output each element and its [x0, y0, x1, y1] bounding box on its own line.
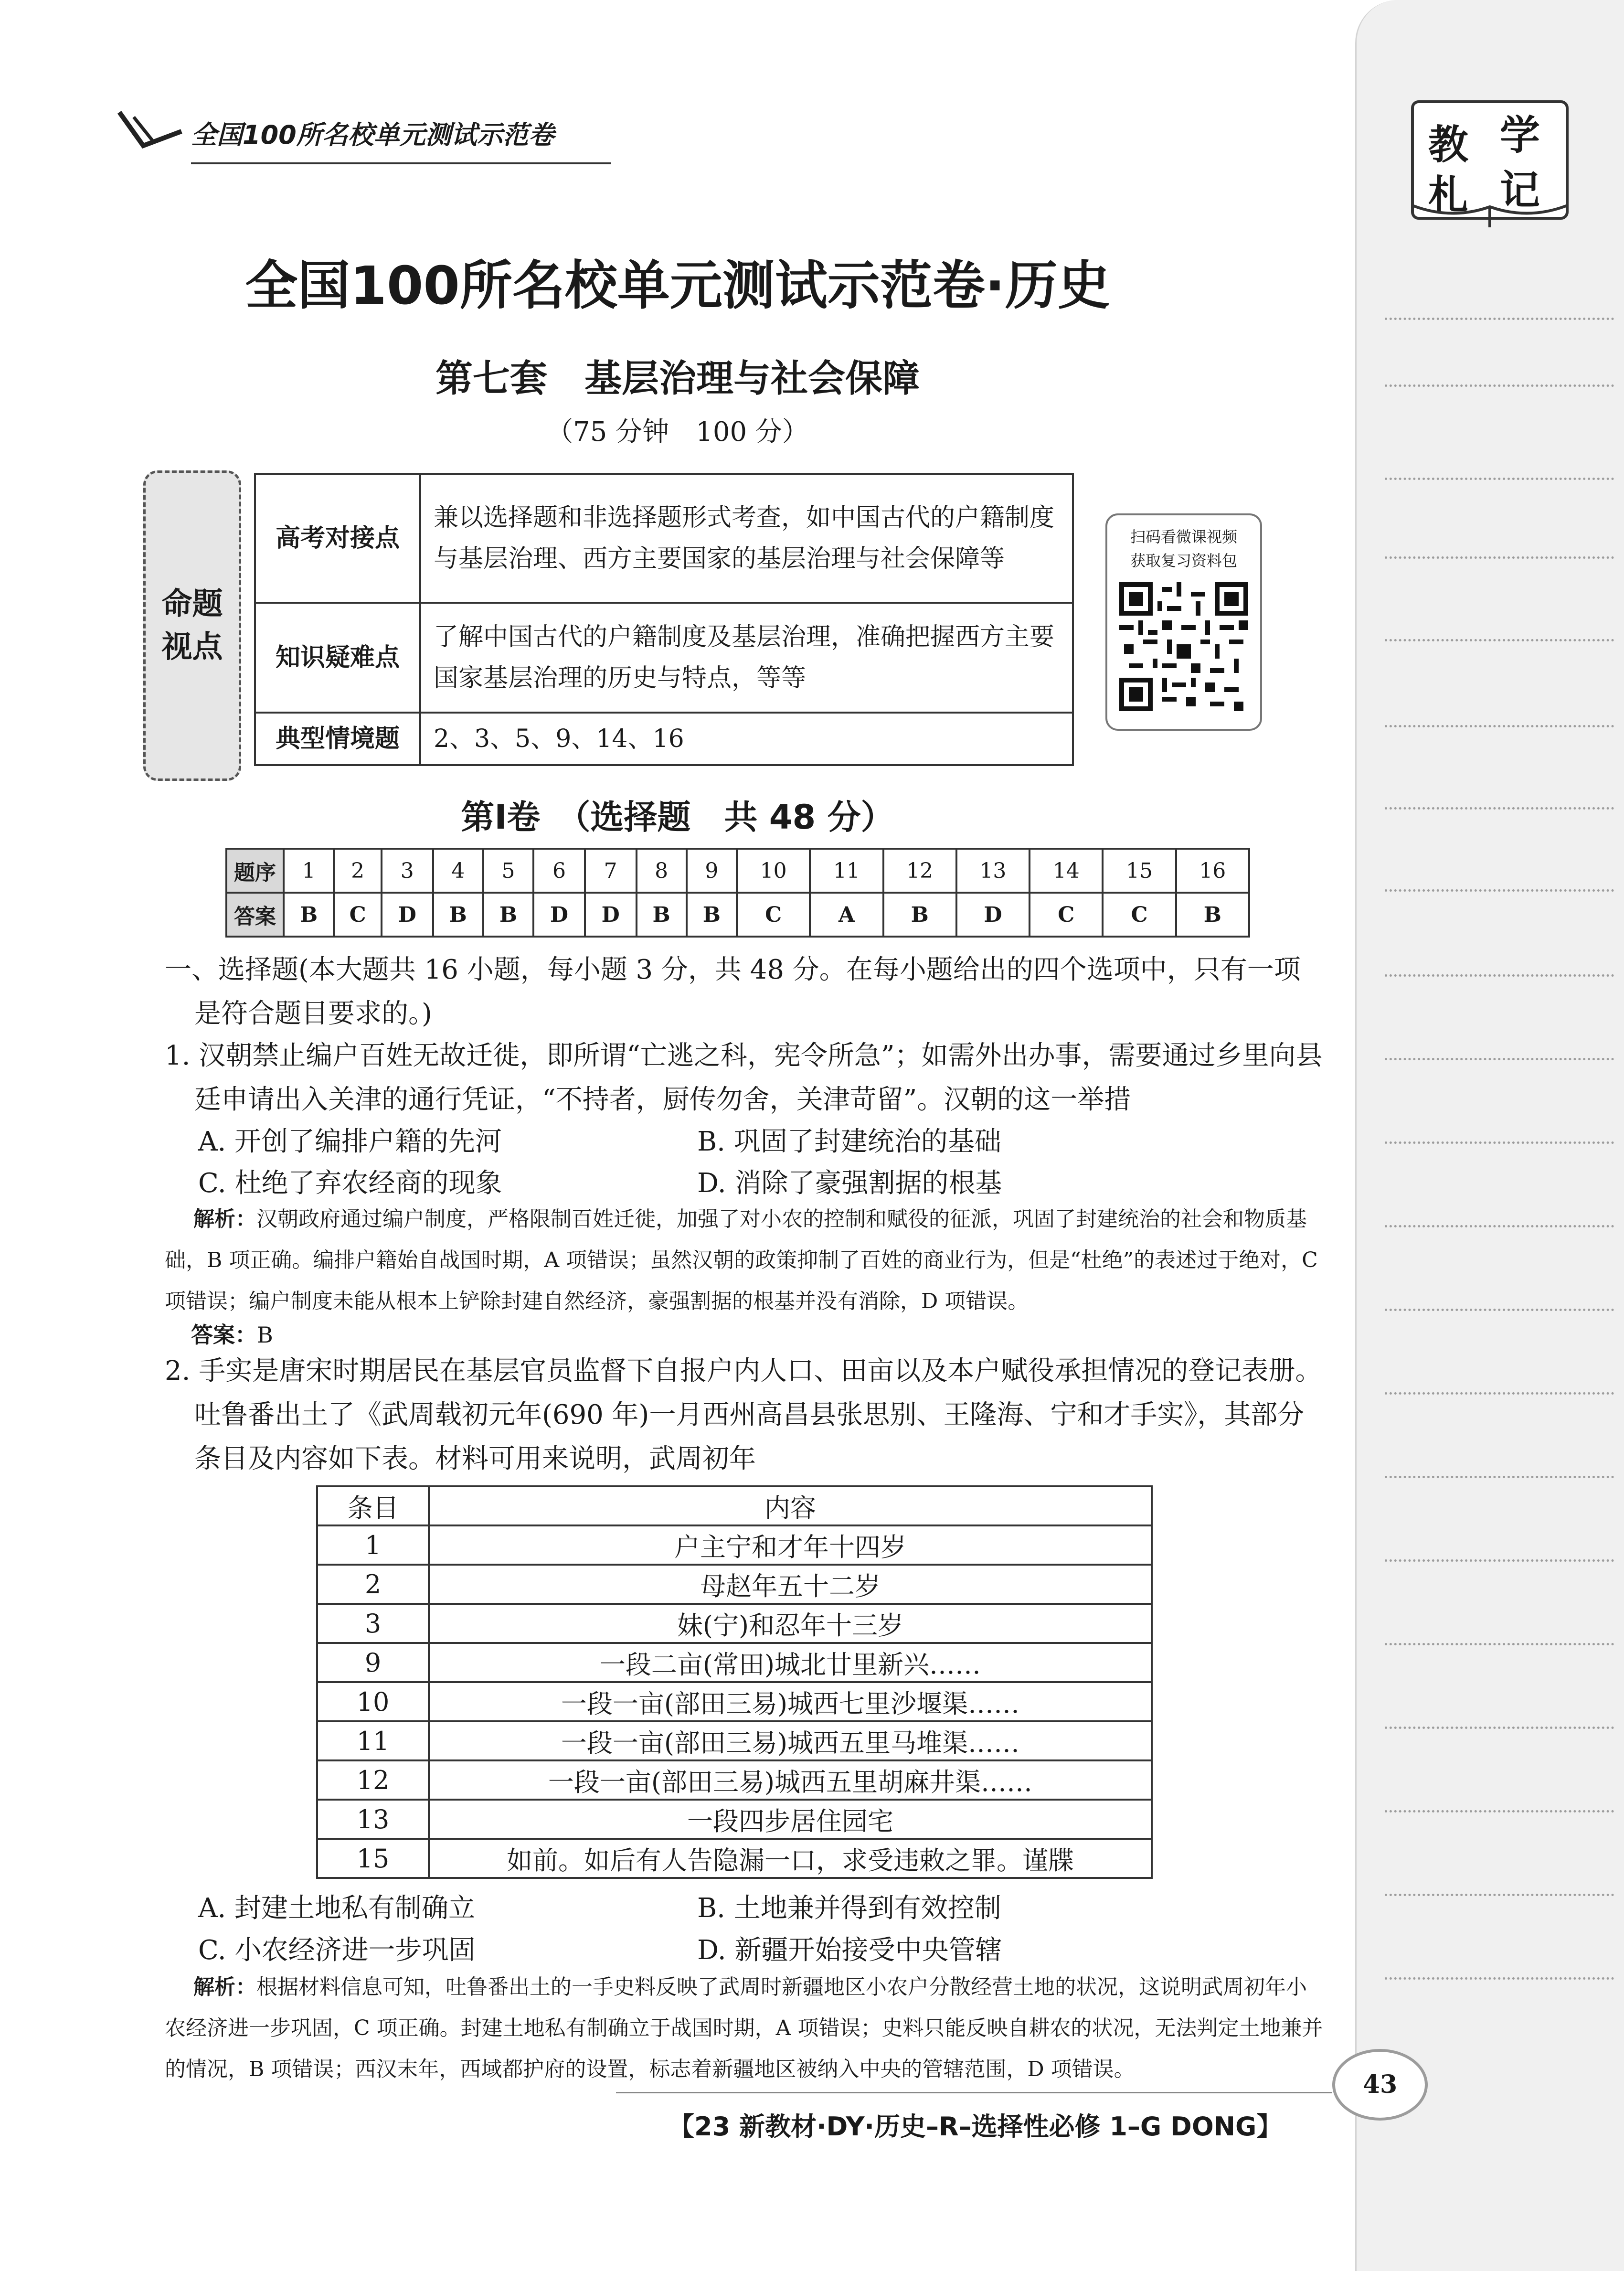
question-stem: 2. 手实是唐宋时期居民在基层官员监督下自报户内人口、田亩以及本户赋役承担情况的登记表册。吐鲁番出土了《武周载初元年(690 年)一月西州高昌县张思别、王隆海、宁和才手实》，其部分条目及内容如下表。材料可用来说明，武周初年	[165, 1355, 1322, 1474]
answer-letter: A	[810, 893, 883, 937]
section-title: 第Ⅰ卷 （选择题 共 48 分）	[461, 798, 894, 837]
notes-title-box	[1411, 100, 1569, 220]
notes-rule	[1385, 889, 1614, 892]
question-1	[165, 1034, 1325, 1122]
answer-letter: B	[1176, 893, 1249, 937]
table-cell: 12	[317, 1760, 429, 1800]
viewpoint-badge-line: 命题	[161, 586, 223, 622]
answer-letter: B	[433, 893, 483, 937]
set-title: 第七套 基层治理与社会保障	[435, 357, 920, 400]
answer-letter: D	[585, 893, 637, 937]
answer-grid-number-row	[226, 849, 1249, 893]
answer-letter: C	[737, 893, 810, 937]
notes-rule	[1385, 384, 1614, 387]
answer-letter: B	[483, 893, 533, 937]
question-number: 1	[284, 849, 334, 893]
table-cell: 一段一亩(部田三易)城西七里沙堰渠……	[429, 1682, 1152, 1721]
page-number: 43	[1332, 2049, 1428, 2121]
answer-grid-label: 答案	[226, 893, 284, 937]
qr-code-icon[interactable]	[1119, 582, 1248, 711]
table-header-row	[317, 1486, 1152, 1525]
option-d[interactable]: D. 新疆开始接受中央管辖	[697, 1935, 1002, 1966]
qr-caption	[1107, 525, 1260, 573]
table-row	[317, 1643, 1152, 1682]
instructions	[165, 948, 1325, 1036]
answer-letter: B	[883, 893, 956, 937]
notes-rule	[1385, 556, 1614, 559]
notes-rule	[1385, 1810, 1614, 1813]
table-row	[317, 1800, 1152, 1839]
page-title: 全国100所名校单元测试示范卷·历史	[245, 255, 1110, 316]
question-2	[165, 1349, 1325, 1481]
notes-rule	[1385, 639, 1614, 641]
option-c[interactable]: C. 小农经济进一步巩固	[198, 1935, 476, 1966]
answer-value: B	[257, 1322, 273, 1348]
table-cell: 1	[317, 1525, 429, 1565]
analysis-1	[165, 1199, 1325, 1322]
answer-grid	[225, 848, 1250, 938]
answer-grid-label: 题序	[226, 849, 284, 893]
notes-rule	[1385, 1977, 1614, 1980]
analysis-2	[165, 1967, 1325, 2090]
answer-letter: D	[533, 893, 585, 937]
table-row	[317, 1760, 1152, 1800]
notes-title-char: 札	[1428, 171, 1469, 218]
analysis-label: 解析：	[193, 1975, 256, 1999]
notes-rule	[1385, 1058, 1614, 1060]
option-a[interactable]: A. 封建土地私有制确立	[198, 1893, 476, 1924]
table-row	[317, 1604, 1152, 1643]
question-number: 15	[1103, 849, 1176, 893]
viewpoint-key: 典型情境题	[255, 713, 420, 765]
notes-rule	[1385, 725, 1614, 727]
table-cell: 2	[317, 1565, 429, 1604]
table-cell: 15	[317, 1839, 429, 1878]
notes-rule	[1385, 1225, 1614, 1227]
table-cell: 一段四步居住园宅	[429, 1800, 1152, 1839]
option-c[interactable]: C. 杜绝了弃农经商的现象	[198, 1168, 502, 1199]
answer-letter: C	[334, 893, 382, 937]
option-d[interactable]: D. 消除了豪强割据的根基	[697, 1168, 1002, 1199]
answer-letter: B	[637, 893, 687, 937]
table-cell: 11	[317, 1721, 429, 1760]
table-cell: 妹(宁)和忍年十三岁	[429, 1604, 1152, 1643]
notes-rule	[1385, 974, 1614, 977]
analysis-text: 汉朝政府通过编户制度，严格限制百姓迁徙，加强了对小农的控制和赋役的征派，巩固了封建统治的社会和物质基础，B 项正确。编排户籍始自战国时期，A 项错误；虽然汉朝的政策抑制了百姓的商业行为，但是“杜绝”的表述过于绝对，C 项错误；编户制度未能从根本上铲除封建自然经济，豪强割据的根基并没有消除，D 项错误。	[165, 1207, 1318, 1313]
footer-code: 【23 新教材·DY·历史–R–选择性必修 1–G DONG】	[669, 2111, 1283, 2142]
viewpoint-value: 2、3、5、9、14、16	[420, 713, 1073, 765]
notes-title-char: 记	[1500, 167, 1540, 213]
viewpoint-row	[255, 713, 1073, 765]
answer-grid-answer-row	[226, 893, 1249, 937]
table-cell: 10	[317, 1682, 429, 1721]
table-cell: 一段一亩(部田三易)城西五里胡麻井渠……	[429, 1760, 1152, 1800]
answer-letter: B	[284, 893, 334, 937]
table-row	[317, 1682, 1152, 1721]
answer-label: 答案：	[191, 1322, 257, 1348]
notes-title-char: 学	[1500, 112, 1540, 159]
notes-rule	[1385, 1141, 1614, 1144]
qr-caption-line: 扫码看微课视频	[1130, 528, 1237, 546]
viewpoint-table	[254, 473, 1074, 766]
table-row	[317, 1839, 1152, 1878]
question-number: 3	[382, 849, 433, 893]
option-b[interactable]: B. 土地兼并得到有效控制	[697, 1893, 1001, 1924]
table-cell: 13	[317, 1800, 429, 1839]
viewpoint-badge	[143, 470, 241, 781]
viewpoint-value: 兼以选择题和非选择题形式考查，如中国古代的户籍制度与基层治理、西方主要国家的基层治理与社会保障等	[420, 474, 1073, 603]
brand-name: 全国100所名校单元测试示范卷	[191, 120, 554, 150]
notes-rule	[1385, 807, 1614, 810]
question-number: 11	[810, 849, 883, 893]
table-row	[317, 1525, 1152, 1565]
table-header-cell: 条目	[317, 1486, 429, 1525]
time-score: （75 分钟 100 分）	[546, 416, 809, 448]
notes-rule	[1385, 318, 1614, 320]
qr-caption-line: 获取复习资料包	[1130, 552, 1237, 570]
question-number: 7	[585, 849, 637, 893]
question-number: 8	[637, 849, 687, 893]
answer-letter: C	[1103, 893, 1176, 937]
notes-rule	[1385, 1309, 1614, 1311]
viewpoint-row	[255, 603, 1073, 713]
question-number: 5	[483, 849, 533, 893]
table-header-cell: 内容	[429, 1486, 1152, 1525]
question-number: 4	[433, 849, 483, 893]
viewpoint-value: 了解中国古代的户籍制度及基层治理，准确把握西方主要国家基层治理的历史与特点，等等	[420, 603, 1073, 713]
table-cell: 一段一亩(部田三易)城西五里马堆渠……	[429, 1721, 1152, 1760]
question-number: 12	[883, 849, 956, 893]
answer-letter: D	[956, 893, 1030, 937]
viewpoint-key: 知识疑难点	[255, 603, 420, 713]
answer-letter: B	[687, 893, 737, 937]
option-b[interactable]: B. 巩固了封建统治的基础	[697, 1126, 1001, 1157]
notes-rule	[1385, 1643, 1614, 1645]
answer-letter: C	[1030, 893, 1103, 937]
question-stem: 1. 汉朝禁止编户百姓无故迁徙，即所谓“亡逃之科，宪令所急”；如需外出办事，需要通过乡里向县廷申请出入关津的通行凭证，“不持者，厨传勿舍，关津苛留”。汉朝的这一举措	[165, 1040, 1323, 1115]
analysis-label: 解析：	[193, 1207, 256, 1231]
footer-rule	[616, 2092, 1332, 2093]
table-row	[317, 1565, 1152, 1604]
instructions-text: 一、选择题(本大题共 16 小题，每小题 3 分，共 48 分。在每小题给出的四个选项中，只有一项是符合题目要求的。)	[165, 954, 1301, 1029]
notes-rule	[1385, 1476, 1614, 1478]
table-cell: 一段二亩(常田)城北廿里新兴……	[429, 1643, 1152, 1682]
notes-rule	[1385, 1894, 1614, 1896]
question-number: 2	[334, 849, 382, 893]
notes-rule	[1385, 478, 1614, 480]
notes-panel	[1355, 0, 1624, 2271]
notes-rule	[1385, 1559, 1614, 1562]
question-number: 14	[1030, 849, 1103, 893]
notes-title-char: 教	[1428, 121, 1469, 168]
table-cell: 母赵年五十二岁	[429, 1565, 1152, 1604]
household-register-table	[316, 1485, 1153, 1879]
table-cell: 如前。如后有人告隐漏一口，求受违敕之罪。谨牒	[429, 1839, 1152, 1878]
question-number: 10	[737, 849, 810, 893]
question-number: 6	[533, 849, 585, 893]
qr-card[interactable]	[1105, 513, 1262, 731]
open-book-icon	[1411, 201, 1569, 230]
notes-rule	[1385, 1392, 1614, 1395]
notes-rule	[1385, 1727, 1614, 1729]
viewpoint-badge-line: 视点	[161, 629, 223, 665]
table-cell: 户主宁和才年十四岁	[429, 1525, 1152, 1565]
question-number: 13	[956, 849, 1030, 893]
analysis-text: 根据材料信息可知，吐鲁番出土的一手史料反映了武周时新疆地区小农户分散经营土地的状况，这说明武周初年小农经济进一步巩固，C 项正确。封建土地私有制确立于战国时期，A 项错误；史料只能反映自耕农的状况，无法判定土地兼并的情况，B 项错误；西汉末年，西域都护府的设置，标志着新疆地区被纳入中央的管辖范围，D 项错误。	[165, 1975, 1323, 2081]
table-row	[317, 1721, 1152, 1760]
question-number: 16	[1176, 849, 1249, 893]
viewpoint-key: 高考对接点	[255, 474, 420, 603]
viewpoint-row	[255, 474, 1073, 603]
answer-letter: D	[382, 893, 433, 937]
brand-underline	[191, 162, 611, 164]
option-a[interactable]: A. 开创了编排户籍的先河	[198, 1126, 502, 1157]
book-logo-icon	[115, 103, 186, 155]
table-cell: 9	[317, 1643, 429, 1682]
table-cell: 3	[317, 1604, 429, 1643]
question-number: 9	[687, 849, 737, 893]
